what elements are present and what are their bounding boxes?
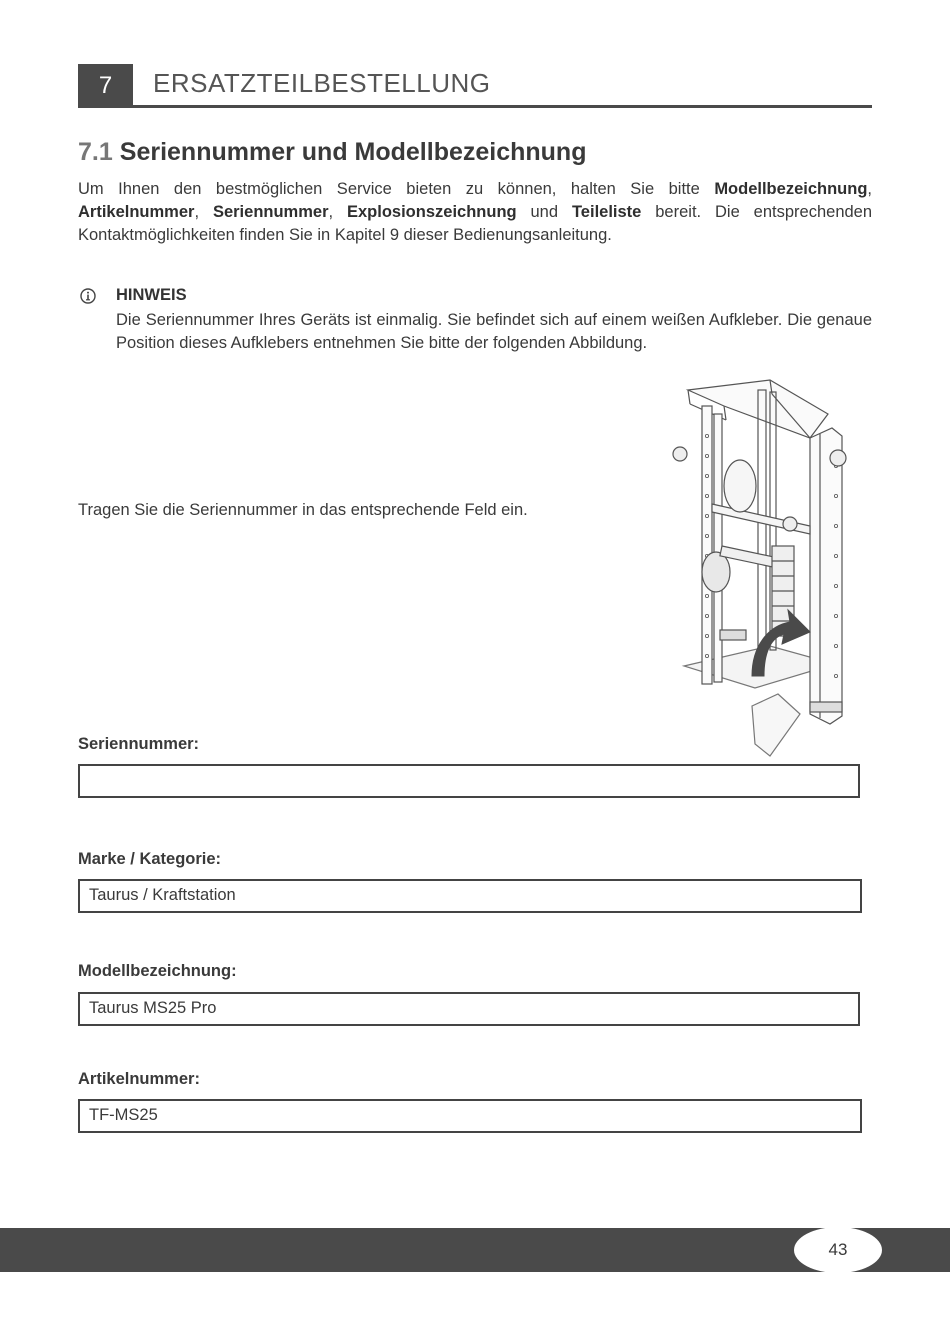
article-number-field[interactable]: TF-MS25 bbox=[78, 1099, 862, 1133]
intro-bold-article: Artikelnummer bbox=[78, 203, 195, 221]
section-number: 7.1 bbox=[78, 138, 113, 166]
section-heading bbox=[78, 138, 586, 167]
machine-illustration bbox=[660, 376, 870, 761]
instruction-text: Tragen Sie die Seriennummer in das entsprechende Feld ein. bbox=[78, 501, 528, 519]
model-label: Modellbezeichnung: bbox=[78, 962, 237, 980]
intro-text: Um Ihnen den bestmöglichen Service bieten zu können, halten Sie bitte bbox=[78, 180, 715, 198]
model-field[interactable]: Taurus MS25 Pro bbox=[78, 992, 860, 1026]
serial-number-field[interactable] bbox=[78, 764, 860, 798]
note-body: Die Seriennummer Ihres Geräts ist einmalig. Sie befindet sich auf einem weißen Aufkleber. Die genaue Position dieses Aufklebers entnehmen Sie bitte der folgenden Abbildung. bbox=[116, 311, 872, 352]
intro-bold-exploded: Explosionszeichnung bbox=[347, 203, 517, 221]
intro-paragraph bbox=[78, 178, 872, 247]
intro-text: , bbox=[194, 203, 213, 221]
section-title: Seriennummer und Modellbezeichnung bbox=[119, 138, 587, 166]
chapter-divider bbox=[133, 105, 872, 108]
info-icon bbox=[80, 288, 96, 304]
intro-text: bereit. Die entsprechenden Kontaktmöglichkeiten finden Sie in Kapitel 9 dieser Bedienungsanleitung. bbox=[78, 203, 873, 244]
intro-bold-partslist: Teileliste bbox=[571, 203, 642, 221]
article-number-label: Artikelnummer: bbox=[78, 1070, 200, 1088]
intro-text: , bbox=[867, 180, 872, 198]
intro-text: und bbox=[516, 203, 572, 221]
intro-bold-model: Modellbezeichnung bbox=[714, 180, 868, 198]
note-heading: HINWEIS bbox=[116, 286, 187, 304]
intro-text: , bbox=[328, 203, 347, 221]
serial-number-label: Seriennummer: bbox=[78, 735, 200, 753]
brand-category-field[interactable]: Taurus / Kraftstation bbox=[78, 879, 862, 913]
brand-category-label: Marke / Kategorie: bbox=[78, 850, 222, 868]
page-number: 43 bbox=[794, 1227, 882, 1273]
intro-bold-serial: Seriennummer bbox=[212, 203, 329, 221]
chapter-title: ERSATZTEILBESTELLUNG bbox=[153, 68, 491, 98]
chapter-number: 7 bbox=[78, 64, 133, 108]
